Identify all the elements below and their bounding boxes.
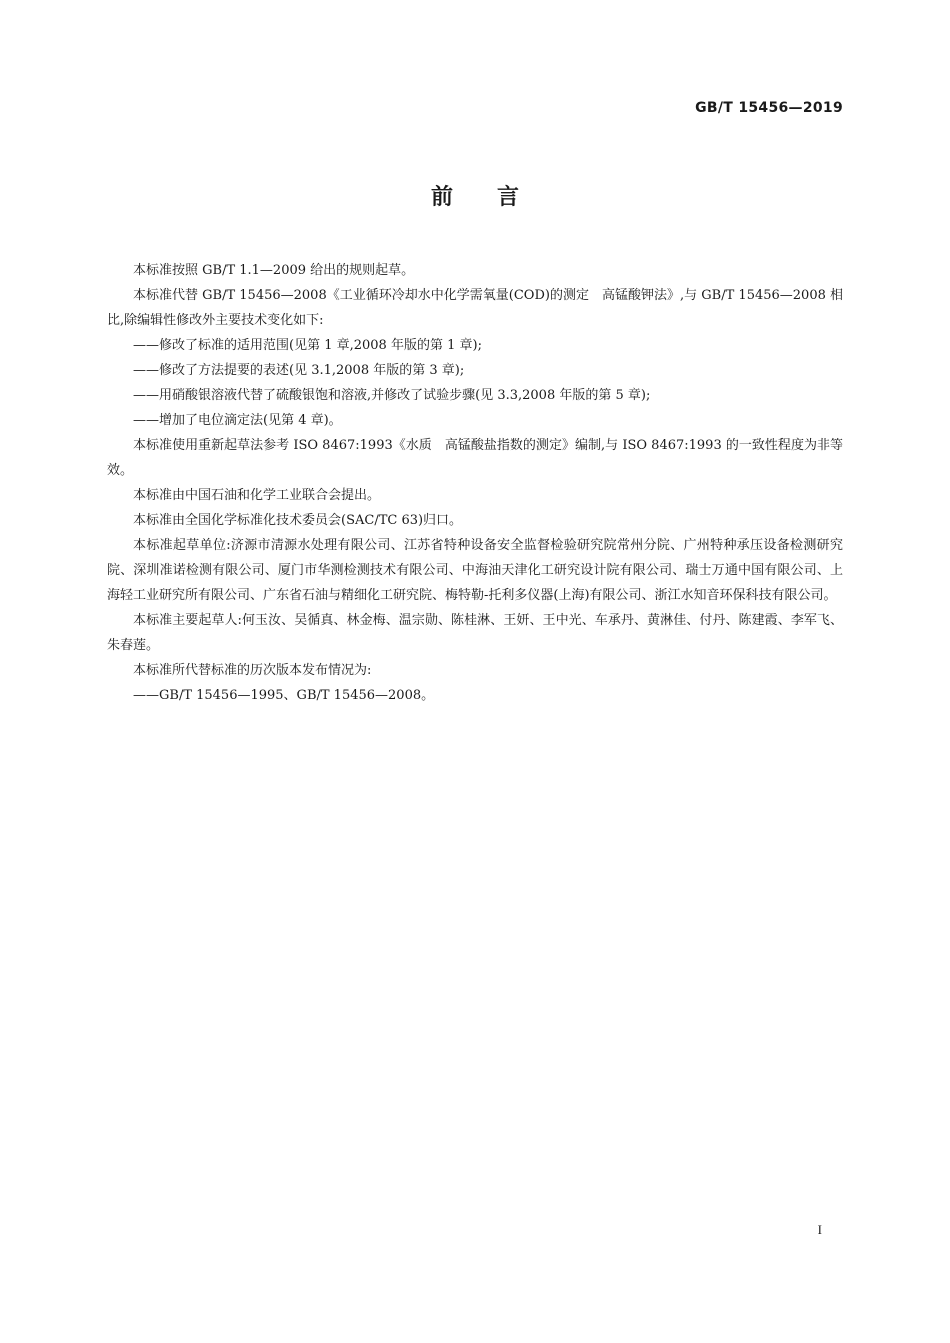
- paragraph-drafting-units: 本标准起草单位:济源市清源水处理有限公司、江苏省特种设备安全监督检验研究院常州分院、广州特种承压设备检测研究院、深圳准诺检测有限公司、厦门市华测检测技术有限公司、中海油天津化工研究设计院有限公司、瑞士万通中国有限公司、上海轻工业研究所有限公司、广东省石油与精细化工研究院、梅特勒-托利多仪器(上海)有限公司、浙江水知音环保科技有限公司。: [107, 538, 843, 603]
- paragraph-committee: 本标准由全国化学标准化技术委员会(SAC/TC 63)归口。: [133, 513, 463, 528]
- change-item-titration: ——增加了电位滴定法(见第 4 章)。: [133, 413, 342, 428]
- paragraph-drafters: 本标准主要起草人:何玉汝、吴循真、林金梅、温宗勋、陈桂淋、王妍、王中光、车承丹、黄淋佳、付丹、陈建霞、李军飞、朱春莲。: [107, 613, 843, 653]
- paragraph-proposer: 本标准由中国石油和化学工业联合会提出。: [133, 488, 381, 503]
- paragraph-replacement: 本标准代替 GB/T 15456—2008《工业循环冷却水中化学需氧量(COD)的测定 高锰酸钾法》,与 GB/T 15456—2008 相比,除编辑性修改外主要技术变化如下:: [107, 288, 843, 328]
- paragraph-iso-reference: 本标准使用重新起草法参考 ISO 8467:1993《水质 高锰酸盐指数的测定》编制,与 ISO 8467:1993 的一致性程度为非等效。: [107, 438, 843, 478]
- page-title: 前言: [430, 185, 563, 210]
- change-item-reagent: ——用硝酸银溶液代替了硫酸银饱和溶液,并修改了试验步骤(见 3.3,2008 年版的第 5 章);: [133, 388, 651, 403]
- history-item: ——GB/T 15456—1995、GB/T 15456—2008。: [133, 688, 435, 703]
- page-number: I: [817, 1222, 822, 1237]
- foreword-body: [107, 258, 843, 708]
- paragraph-history-intro: 本标准所代替标准的历次版本发布情况为:: [133, 663, 372, 678]
- standard-number: GB/T 15456—2019: [695, 100, 843, 116]
- change-item-scope: ——修改了标准的适用范围(见第 1 章,2008 年版的第 1 章);: [133, 338, 482, 353]
- change-item-method: ——修改了方法提要的表述(见 3.1,2008 年版的第 3 章);: [133, 363, 465, 378]
- paragraph-drafting-rules: 本标准按照 GB/T 1.1—2009 给出的规则起草。: [133, 263, 415, 278]
